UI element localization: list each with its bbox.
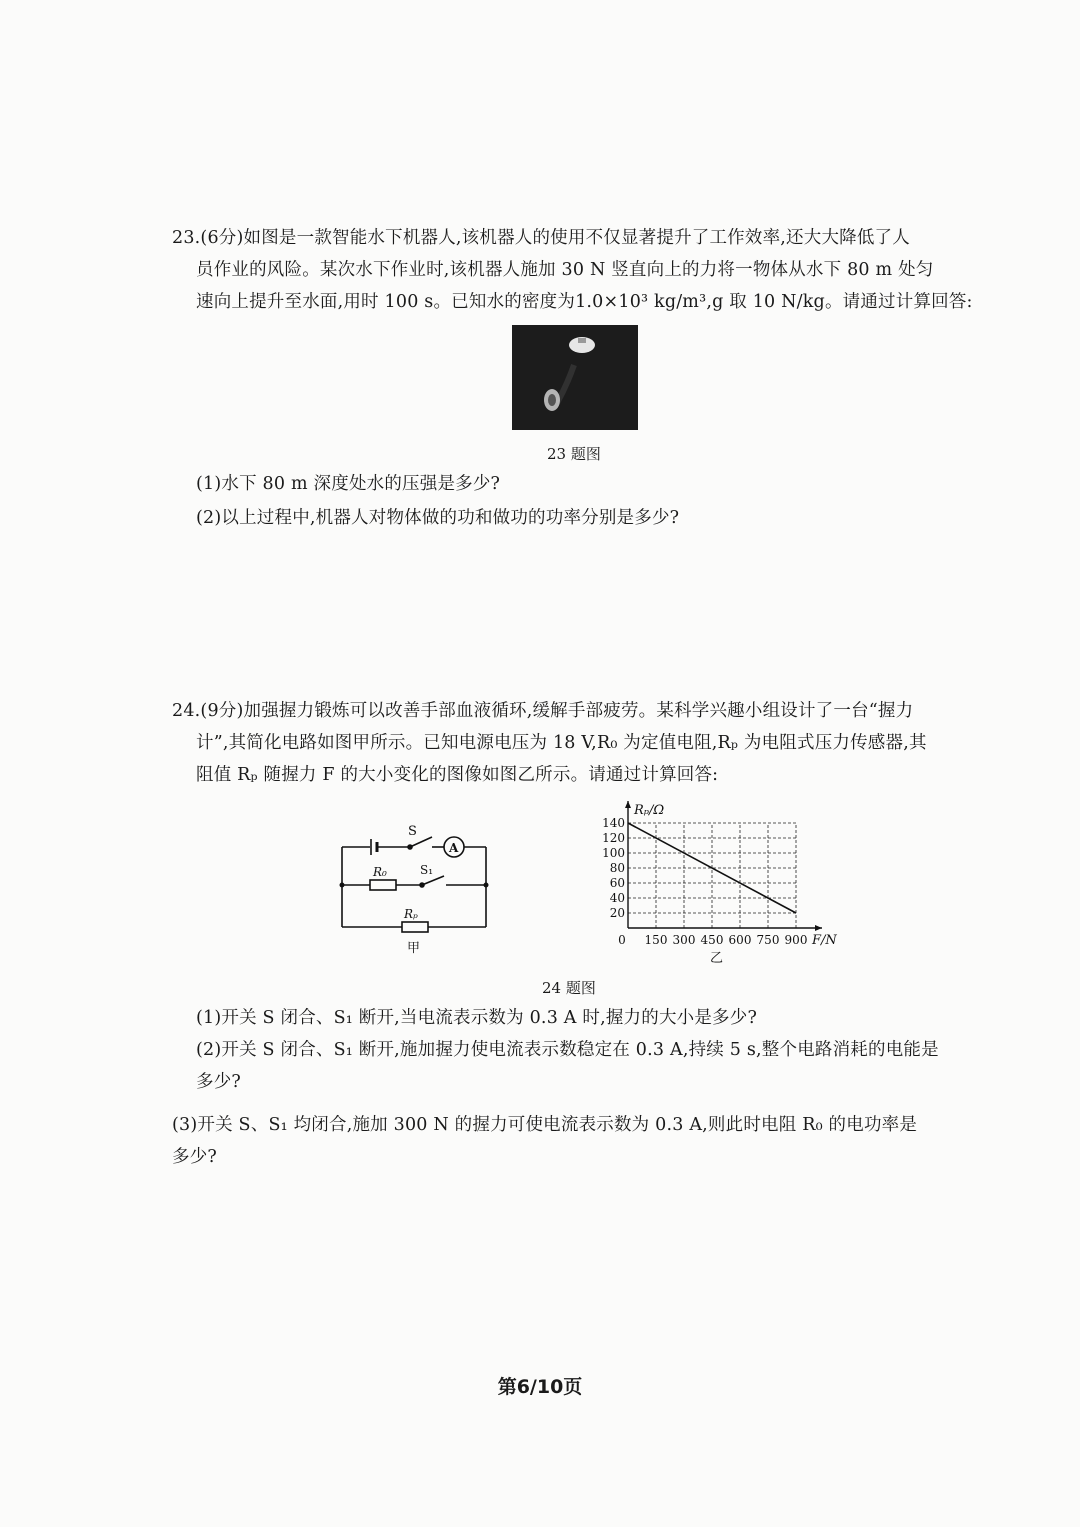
chart-y-tick-label: 120 xyxy=(602,831,625,845)
q24-line-2: 计”,其简化电路如图甲所示。已知电源电压为 18 V,R₀ 为定值电阻,Rₚ 为电阻式压力传感器,其 xyxy=(196,733,927,753)
chart-label-yi: 乙 xyxy=(710,951,724,966)
q24-line-1: 24.(9分)加强握力锻炼可以改善手部血液循环,缓解手部疲劳。某科学兴趣小组设计了一台“握力 xyxy=(172,701,914,721)
q23-sub-question-2: (2)以上过程中,机器人对物体做的功和做功的功率分别是多少? xyxy=(196,508,680,528)
chart-y-axis-arrow xyxy=(625,801,631,808)
q23-line-1: 23.(6分)如图是一款智能水下机器人,该机器人的使用不仅显著提升了工作效率,还大大降低了人 xyxy=(172,228,910,248)
chart-y-tick-label: 60 xyxy=(609,876,625,890)
chart-y-tick-label: 140 xyxy=(602,816,625,830)
rp-vs-force-chart xyxy=(590,798,850,970)
circuit-diagram xyxy=(330,820,505,960)
chart-x-tick-label: 750 xyxy=(756,933,780,947)
q23-line-3: 速向上提升至水面,用时 100 s。已知水的密度为1.0×10³ kg/m³,g 取 10 N/kg。请通过计算回答: xyxy=(196,292,973,312)
q24-sub-question-3-line-1: (3)开关 S、S₁ 均闭合,施加 300 N 的握力可使电流表示数为 0.3 A,则此时电阻 R₀ 的电功率是 xyxy=(172,1115,918,1135)
junction-right xyxy=(484,883,489,888)
chart-x-tick-label: 150 xyxy=(644,933,668,947)
chart-y-tick-label: 100 xyxy=(602,846,625,860)
chart-y-tick-label: 20 xyxy=(609,906,625,920)
r0-resistor xyxy=(370,880,396,890)
rp-label: Rₚ xyxy=(404,907,418,921)
q23-sub-question-1: (1)水下 80 m 深度处水的压强是多少? xyxy=(196,474,501,494)
chart-x-axis-label: F/N xyxy=(812,933,837,948)
chart-y-tick-label: 80 xyxy=(609,861,625,875)
q23-figure-caption: 23 题图 xyxy=(547,445,601,463)
rp-resistor xyxy=(402,922,428,932)
q23-line-2: 员作业的风险。某次水下作业时,该机器人施加 30 N 竖直向上的力将一物体从水下 80 m 处匀 xyxy=(196,260,934,280)
page-number: 第6/10页 xyxy=(497,1376,583,1398)
q24-line-3: 阻值 Rₚ 随握力 F 的大小变化的图像如图乙所示。请通过计算回答: xyxy=(196,765,719,785)
chart-grid xyxy=(628,823,796,928)
ammeter-label: A xyxy=(449,841,459,855)
chart-x-tick-label: 600 xyxy=(728,933,752,947)
junction-left xyxy=(340,883,345,888)
chart-x-tick-label: 300 xyxy=(672,933,696,947)
underwater-robot-photo xyxy=(512,325,638,430)
switch-s-label: S xyxy=(408,824,417,839)
q24-sub-question-2-line-1: (2)开关 S 闭合、S₁ 断开,施加握力使电流表示数稳定在 0.3 A,持续 5 s,整个电路消耗的电能是 xyxy=(196,1040,939,1060)
chart-x-tick-label: 900 xyxy=(784,933,808,947)
q24-sub-question-1: (1)开关 S 闭合、S₁ 断开,当电流表示数为 0.3 A 时,握力的大小是多少? xyxy=(196,1008,758,1028)
switch-s1-label: S₁ xyxy=(420,863,434,877)
switch-s1-blade xyxy=(422,876,444,885)
q24-figure-caption: 24 题图 xyxy=(542,979,596,997)
chart-y-axis-label: Rₚ/Ω xyxy=(634,803,665,818)
chart-y-tick-label: 40 xyxy=(609,891,625,905)
chart-x-axis-arrow xyxy=(815,925,822,931)
r0-label: R₀ xyxy=(373,865,387,879)
circuit-label-jia: 甲 xyxy=(407,941,421,956)
chart-x-tick-label: 0 xyxy=(618,933,626,947)
q24-sub-question-3-line-2: 多少? xyxy=(172,1147,217,1167)
chart-x-tick-label: 450 xyxy=(700,933,724,947)
q24-sub-question-2-line-2: 多少? xyxy=(196,1072,241,1092)
